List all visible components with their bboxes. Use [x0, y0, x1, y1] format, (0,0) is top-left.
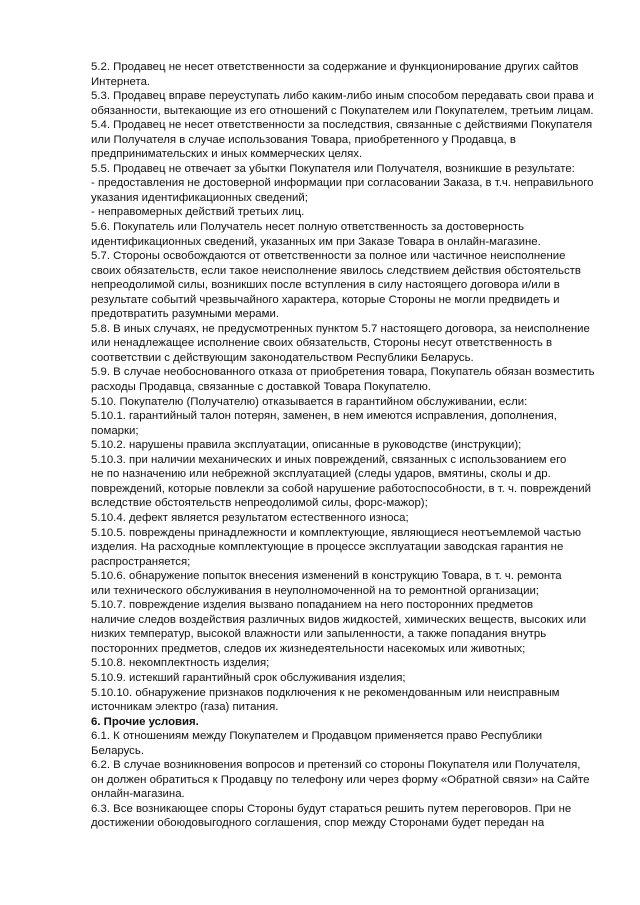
text-line: Интернета.: [91, 75, 151, 88]
text-line: предотвратить разумными мерами.: [91, 308, 279, 321]
text-line: 5.9. В случае необоснованного отказа от приобретения товара, Покупатель обязан возместить: [91, 366, 595, 379]
text-line: 5.10. Покупателю (Получателю) отказывается в гарантийном обслуживании, если:: [91, 395, 528, 408]
text-line: непреодолимой силы, возникших после вступления в силу настоящего договора и/или в: [91, 279, 560, 292]
text-line: достижении обоюдовыгодного соглашения, спор между Сторонами будет передан на: [91, 817, 545, 830]
text-line: 5.10.5. повреждены принадлежности и комплектующие, являющиеся неотъемлемой частью: [91, 526, 582, 539]
text-line: не по назначению или небрежной эксплуатацией (следы ударов, вмятины, сколы и др.: [91, 468, 551, 481]
text-line: распространяется;: [91, 555, 191, 568]
text-line: обязанности, вытекающие из его отношений с Покупателем или Покупателем, третьим лицам.: [91, 104, 594, 117]
text-line: 5.10.6. обнаружение попыток внесения изменений в конструкцию Товара, в т. ч. ремонта: [91, 570, 562, 583]
text-line: своих обязательств, если такое неисполнение явилось следствием действия обстоятельств: [91, 264, 581, 277]
text-line: 5.5. Продавец не отвечает за убытки Покупателя или Получателя, возникшие в результате:: [91, 162, 575, 175]
text-line: расходы Продавца, связанные с доставкой Товара Покупателю.: [91, 381, 431, 394]
text-line: 5.10.1. гарантийный талон потерян, заменен, в нем имеются исправления, дополнения,: [91, 410, 557, 423]
text-line: посторонних предметов, следов их жизнедеятельности насекомых или животных;: [91, 642, 526, 655]
text-line: низких температур, высокой влажности или запыленности, а также попадания внутрь: [91, 628, 547, 641]
section-heading: 6. Прочие условия.: [91, 715, 199, 728]
text-line: изделия. На расходные комплектующие в процессе эксплуатации заводская гарантия не: [91, 541, 564, 554]
text-line: вследствие обстоятельств непреодолимой силы, форс-мажор);: [91, 497, 428, 510]
text-line: 5.10.9. истекший гарантийный срок обслуживания изделия;: [91, 671, 406, 684]
text-line: 6.2. В случае возникновения вопросов и претензий со стороны Покупателя или Получателя,: [91, 759, 581, 772]
text-line: помарки;: [91, 424, 139, 437]
text-line: 5.10.10. обнаружение признаков подключения к не рекомендованным или неисправным: [91, 686, 560, 699]
text-line: 5.2. Продавец не несет ответственности за содержание и функционирование других сайтов: [91, 61, 579, 73]
document-page: [91, 60, 596, 831]
text-line: Беларусь.: [91, 744, 144, 757]
text-line: предпринимательских и иных коммерческих целях.: [91, 148, 363, 161]
text-line: 5.10.7. повреждение изделия вызвано попаданием на него посторонних предметов: [91, 599, 534, 612]
text-line: 5.3. Продавец вправе переуступать либо каким-либо иным способом передавать свои права и: [91, 90, 594, 103]
text-line: указания идентификационных сведений;: [91, 191, 308, 204]
text-line: 5.7. Стороны освобождаются от ответственности за полное или частичное неисполнение: [91, 250, 566, 263]
text-line: 5.6. Покупатель или Получатель несет полную ответственность за достоверность: [91, 221, 525, 234]
text-line: 5.10.8. некомплектность изделия;: [91, 657, 270, 670]
text-line: онлайн-магазина.: [91, 788, 185, 801]
text-line: 5.10.4. дефект является результатом естественного износа;: [91, 511, 409, 524]
text-line: 5.4. Продавец не несет ответственности за последствия, связанные с действиями Покупателя: [91, 119, 593, 132]
text-line: соответствии с действующим законодательством Республики Беларусь.: [91, 351, 474, 364]
text-line: идентификационных сведений, указанных им при Заказе Товара в онлайн-магазине.: [91, 235, 541, 248]
text-line: он должен обратиться к Продавцу по телефону или через форму «Обратной связи» на Сайте: [91, 773, 590, 786]
text-line: 5.8. В иных случаях, не предусмотренных пунктом 5.7 настоящего договора, за неисполнение: [91, 322, 590, 335]
text-line: источникам электро (газа) питания.: [91, 701, 279, 714]
text-line: 5.10.2. нарушены правила эксплуатации, описанные в руководстве (инструкции);: [91, 439, 522, 452]
text-line: 6.3. Все возникающее споры Стороны будут стараться решить путем переговоров. При не: [91, 802, 572, 815]
text-line: - неправомерных действий третьих лиц.: [91, 206, 305, 219]
text-line: наличие следов воздействия различных видов жидкостей, химических веществ, высоких или: [91, 613, 587, 626]
text-line: или ненадлежащее исполнение своих обязательств, Стороны несут ответственность в: [91, 337, 553, 350]
text-line: 5.10.3. при наличии механических и иных повреждений, связанных с использованием его: [91, 453, 567, 466]
text-line: или Получателя в случае использования Товара, приобретенного у Продавца, в: [91, 133, 516, 146]
text-line: результате событий чрезвычайного характера, которые Стороны не могли предвидеть и: [91, 293, 560, 306]
text-line: 6.1. К отношениям между Покупателем и Продавцом применяется право Республики: [91, 730, 543, 743]
text-line: или технического обслуживания в неуполномоченной на то ремонтной организации;: [91, 584, 539, 597]
text-line: повреждений, которые повлекли за собой нарушение работоспособности, в т. ч. повреждений: [91, 482, 591, 495]
text-line: - предоставления не достоверной информации при согласовании Заказа, в т.ч. неправильного: [91, 177, 594, 190]
